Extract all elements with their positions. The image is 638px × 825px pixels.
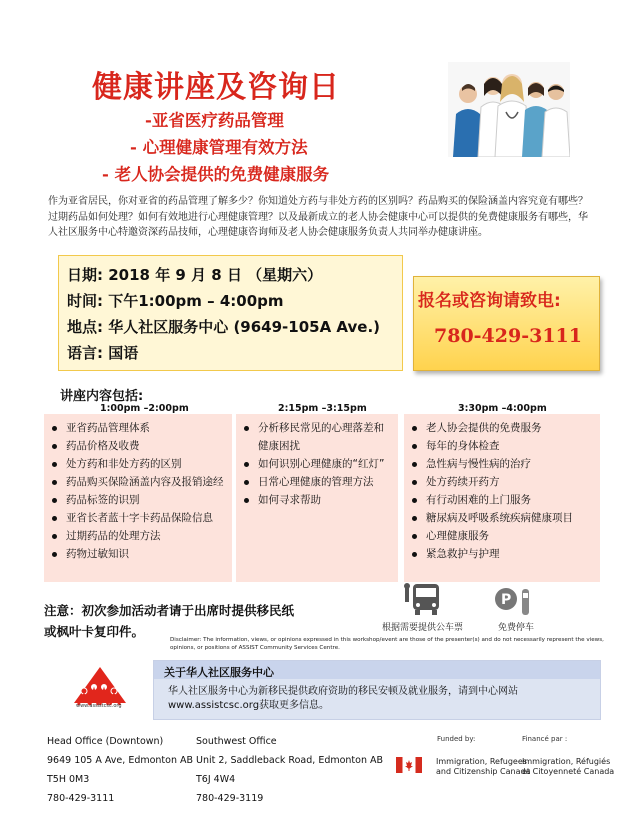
sessions-heading: 讲座内容包括: [60, 389, 144, 404]
list-item: 分析移民常见的心理落差和健康困扰 [240, 419, 394, 455]
list-item: 每年的身体检查 [408, 437, 596, 455]
head-office [47, 732, 193, 808]
list-item: 药品标签的识别 [48, 491, 228, 509]
funder-fr-line-2: et Citoyenneté Canada [522, 767, 615, 776]
list-item: 心理健康服务 [408, 527, 596, 545]
list-item: 处方药和非处方药的区别 [48, 455, 228, 473]
doctors-photo [448, 62, 570, 157]
list-item: 日常心理健康的管理方法 [240, 473, 394, 491]
intro-paragraph: 作为亚省居民，你对亚省的药品管理了解多少？你知道处方药与非处方药的区别吗？药品购买的保险涵盖内容究竟有哪些？过期药品如何处理？如何有效地进行心理健康管理？以及最新成立的老人协会健康中心可以提供的免费健康服务有哪些，华人社区服务中心特邀资深药品技师，心理健康咨询师及老人协会健康服务负责人共同举办健康讲座。 [48, 196, 588, 238]
svg-text:P: P [501, 592, 512, 608]
list-item: 药品价格及收费 [48, 437, 228, 455]
list-item: 紧急救护与护理 [408, 545, 596, 563]
session-3-list [404, 414, 600, 582]
note-line-2: 或枫叶卡复印件。 [44, 624, 145, 639]
list-item: 亚省长者蓝十字卡药品保险信息 [48, 509, 228, 527]
session-2-list [236, 414, 398, 582]
about-heading: 关于华人社区服务中心 [154, 661, 600, 679]
head-office-address: 9649 105 A Ave, Edmonton AB [47, 755, 194, 766]
list-item: 如何寻求帮助 [240, 491, 394, 509]
subtitle-3: - 老人协会提供的免费健康服务 [102, 165, 330, 184]
free-parking-label: 免费停车 [498, 623, 535, 633]
session-3-time: 3:30pm –4:00pm [458, 403, 547, 414]
southwest-office [196, 732, 383, 808]
list-item: 亚省药品管理体系 [48, 419, 228, 437]
contact-phone[interactable]: 780-429-3111 [434, 325, 582, 347]
funder-en-line-2: and Citizenship Canada [436, 767, 531, 776]
sw-office-name: Southwest Office [196, 736, 277, 747]
subtitle-1: -亚省医疗药品管理 [145, 111, 284, 130]
event-language: 语言: 国语 [67, 344, 139, 362]
event-info-box [58, 255, 403, 371]
page-title: 健康讲座及咨询日 [92, 70, 340, 105]
list-item: 药品购买保险涵盖内容及报销途经 [48, 473, 228, 491]
bus-ticket-label: 根据需要提供公车票 [382, 623, 464, 633]
logo-url: www.assistcsc.org [76, 703, 122, 709]
assist-logo [70, 665, 130, 707]
bus-icon [403, 582, 443, 616]
funder-english [436, 757, 530, 777]
disclaimer: Disclaimer: The information, views, or opinions expressed in this workshop/event are those of the presenter(s) and do not necessarily represent the views, opinions, or positions of ASSIST Community Services Centre. [170, 637, 604, 651]
list-item: 如何识别心理健康的“红灯” [240, 455, 394, 473]
sw-office-phone: 780-429-3119 [196, 793, 264, 804]
event-location: 地点: 华人社区服务中心 (9649-105A Ave.) [67, 318, 380, 336]
contact-label: 报名或咨询请致电: [418, 291, 561, 311]
event-date: 日期: 2018 年 9 月 8 日 （星期六） [67, 266, 323, 284]
list-item: 有行动困难的上门服务 [408, 491, 596, 509]
finance-par-label: Financé par : [522, 735, 568, 743]
contact-note [413, 276, 600, 371]
about-box [153, 660, 601, 720]
note-line-1: 注意：初次参加活动者请于出席时提供移民纸 [44, 603, 295, 618]
head-office-postal: T5H 0M3 [47, 774, 90, 785]
list-item: 药物过敏知识 [48, 545, 228, 563]
funded-by-label: Funded by: [437, 735, 476, 743]
funder-french [522, 757, 614, 777]
sw-office-postal: T6J 4W4 [196, 774, 236, 785]
funder-en-line-1: Immigration, Refugees [436, 757, 527, 766]
head-office-phone: 780-429-3111 [47, 793, 115, 804]
about-body: 华人社区服务中心为新移民提供政府资助的移民安顿及就业服务，请到中心网站 www.assistcsc.org获取更多信息。 [168, 686, 518, 711]
list-item: 老人协会提供的免费服务 [408, 419, 596, 437]
canada-flag-icon [396, 757, 422, 773]
head-office-name: Head Office (Downtown) [47, 736, 164, 747]
session-1-time: 1:00pm –2:00pm [100, 403, 189, 414]
list-item: 处方药续开药方 [408, 473, 596, 491]
parking-icon [494, 585, 534, 617]
event-time: 时间: 下午1:00pm – 4:00pm [67, 292, 284, 310]
list-item: 急性病与慢性病的治疗 [408, 455, 596, 473]
funder-fr-line-1: Immigration, Réfugiés [522, 757, 611, 766]
sw-office-address: Unit 2, Saddleback Road, Edmonton AB [196, 755, 384, 766]
session-2-time: 2:15pm –3:15pm [278, 403, 367, 414]
list-item: 过期药品的处理方法 [48, 527, 228, 545]
list-item: 糖尿病及呼吸系统疾病健康项目 [408, 509, 596, 527]
session-1-list [44, 414, 232, 582]
subtitle-2: - 心理健康管理有效方法 [130, 138, 308, 157]
